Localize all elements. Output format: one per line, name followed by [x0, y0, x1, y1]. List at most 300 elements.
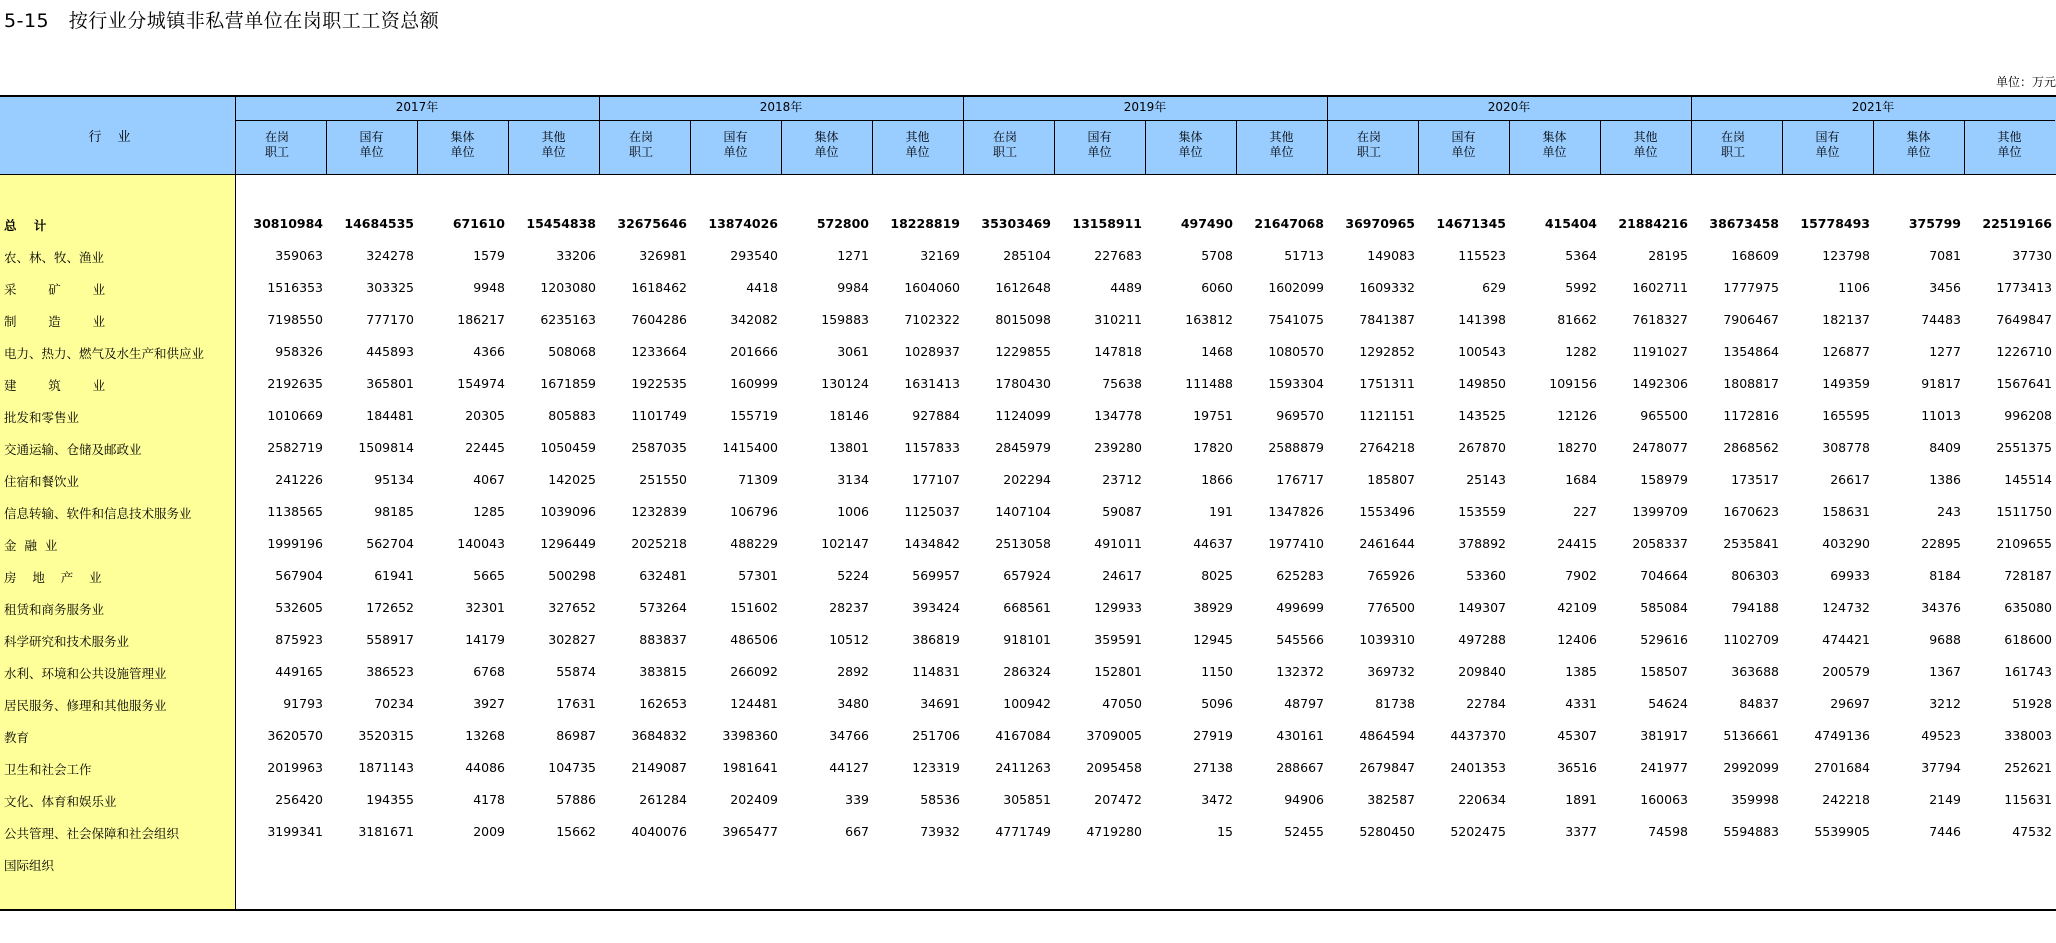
- row-label: 公共管理、社会保障和社会组织: [4, 826, 180, 841]
- table-cell: 2478077: [1632, 440, 1688, 455]
- table-cell: 59087: [1102, 504, 1142, 519]
- table-cell: 26617: [1830, 472, 1870, 487]
- row-label: 电力、热力、燃气及水生产和供应业: [4, 346, 205, 361]
- column-header-line: 职工: [993, 145, 1018, 159]
- table-cell: 98185: [374, 504, 414, 519]
- row-label: 租赁和商务服务业: [4, 602, 105, 617]
- table-row: [0, 527, 2056, 559]
- table-cell: 2868562: [1723, 440, 1779, 455]
- page-title: 5-15 按行业分城镇非私营单位在岗职工工资总额: [4, 10, 440, 32]
- table-cell: 1191027: [1632, 344, 1688, 359]
- table-cell: 3456: [1929, 280, 1961, 295]
- table-cell: 47532: [2012, 824, 2052, 839]
- table-cell: 4489: [1110, 280, 1142, 295]
- table-cell: 165595: [1822, 408, 1870, 423]
- table-row: [0, 399, 2056, 431]
- table-cell: 1602711: [1632, 280, 1688, 295]
- table-cell: 100942: [1003, 696, 1051, 711]
- table-cell: 18146: [829, 408, 869, 423]
- table-cell: 75638: [1102, 376, 1142, 391]
- column-header-line: 集体: [814, 130, 839, 144]
- table-cell: 27919: [1193, 728, 1233, 743]
- column-header-line: 单位: [1269, 145, 1294, 159]
- table-cell: 2992099: [1723, 760, 1779, 775]
- table-cell: 45307: [1557, 728, 1597, 743]
- table-cell: 17820: [1193, 440, 1233, 455]
- table-cell: 3927: [473, 696, 505, 711]
- table-cell: 486506: [730, 632, 778, 647]
- table-cell: 382587: [1367, 792, 1415, 807]
- table-cell: 141398: [1458, 312, 1506, 327]
- table-cell: 19751: [1193, 408, 1233, 423]
- column-header: [1054, 130, 1145, 160]
- table-cell: 1150: [1201, 664, 1233, 679]
- table-cell: 242218: [1822, 792, 1870, 807]
- table-cell: 7446: [1929, 824, 1961, 839]
- unit-label: 单位：万元: [1995, 75, 2056, 89]
- table-cell: 86987: [556, 728, 596, 743]
- table-cell: 28195: [1648, 248, 1688, 263]
- table-cell: 149359: [1822, 376, 1870, 391]
- table-cell: 1385: [1565, 664, 1597, 679]
- table-cell: 25143: [1466, 472, 1506, 487]
- table-cell: 14671345: [1436, 216, 1506, 231]
- table-cell: 251706: [912, 728, 960, 743]
- column-header: [1509, 130, 1600, 160]
- table-cell: 657924: [1003, 568, 1051, 583]
- table-cell: 6060: [1201, 280, 1233, 295]
- table-cell: 132372: [1276, 664, 1324, 679]
- table-cell: 28237: [829, 600, 869, 615]
- table-cell: 267870: [1458, 440, 1506, 455]
- row-label: 国际组织: [4, 858, 55, 873]
- table-cell: 241977: [1640, 760, 1688, 775]
- table-cell: 383815: [639, 664, 687, 679]
- column-header: [1873, 130, 1964, 160]
- column-header-line: 单位: [1997, 145, 2022, 159]
- table-cell: 22445: [465, 440, 505, 455]
- table-cell: 149850: [1458, 376, 1506, 391]
- table-cell: 359591: [1094, 632, 1142, 647]
- table-cell: 2019963: [267, 760, 323, 775]
- table-cell: 1203080: [540, 280, 596, 295]
- column-header-line: 单位: [814, 145, 839, 159]
- table-cell: 34376: [1921, 600, 1961, 615]
- table-cell: 1006: [837, 504, 869, 519]
- table-cell: 158507: [1640, 664, 1688, 679]
- table-cell: 1415400: [722, 440, 778, 455]
- column-header-line: 单位: [1087, 145, 1112, 159]
- table-cell: 200579: [1822, 664, 1870, 679]
- table-cell: 1492306: [1632, 376, 1688, 391]
- table-cell: 3199341: [267, 824, 323, 839]
- table-row: [0, 751, 2056, 783]
- table-cell: 1618462: [631, 280, 687, 295]
- table-cell: 38673458: [1709, 216, 1779, 231]
- table-cell: 162653: [639, 696, 687, 711]
- table-cell: 37794: [1921, 760, 1961, 775]
- table-cell: 241226: [275, 472, 323, 487]
- row-label: 科学研究和技术服务业: [4, 634, 130, 649]
- table-cell: 445893: [366, 344, 414, 359]
- table-cell: 1010669: [267, 408, 323, 423]
- table-cell: 1226710: [1996, 344, 2052, 359]
- table-cell: 569957: [912, 568, 960, 583]
- column-header-line: 单位: [541, 145, 566, 159]
- table-cell: 8409: [1929, 440, 1961, 455]
- table-cell: 42109: [1557, 600, 1597, 615]
- industry-header: 行业: [88, 129, 147, 145]
- column-header: [872, 130, 963, 160]
- row-label: 文化、体育和娱乐业: [4, 794, 117, 809]
- table-cell: 81662: [1557, 312, 1597, 327]
- table-cell: 1612648: [995, 280, 1051, 295]
- table-cell: 449165: [275, 664, 323, 679]
- header-bottom-border: [0, 174, 2056, 175]
- table-cell: 2149087: [631, 760, 687, 775]
- column-header-line: 集体: [1178, 130, 1203, 144]
- table-cell: 35303469: [981, 216, 1051, 231]
- column-header: [235, 130, 326, 160]
- table-cell: 106796: [730, 504, 778, 519]
- table-cell: 3134: [837, 472, 869, 487]
- table-cell: 415404: [1544, 216, 1597, 231]
- table-cell: 102147: [821, 536, 869, 551]
- table-cell: 338003: [2004, 728, 2052, 743]
- table-cell: 5280450: [1359, 824, 1415, 839]
- table-cell: 115523: [1458, 248, 1506, 263]
- column-header-line: 其他: [1633, 130, 1658, 144]
- table-cell: 499699: [1276, 600, 1324, 615]
- table-cell: 305851: [1003, 792, 1051, 807]
- table-cell: 6768: [473, 664, 505, 679]
- table-cell: 1593304: [1268, 376, 1324, 391]
- table-cell: 667: [845, 824, 869, 839]
- table-row: [0, 687, 2056, 719]
- column-header-line: 其他: [1269, 130, 1294, 144]
- table-cell: 74483: [1921, 312, 1961, 327]
- year-header: 2019年: [1123, 100, 1167, 114]
- table-cell: 239280: [1094, 440, 1142, 455]
- table-cell: 115631: [2004, 792, 2052, 807]
- column-header-line: 其他: [905, 130, 930, 144]
- table-cell: 1229855: [995, 344, 1051, 359]
- table-cell: 252621: [2004, 760, 2052, 775]
- table-cell: 4749136: [1814, 728, 1870, 743]
- table-cell: 4167084: [995, 728, 1051, 743]
- table-cell: 572800: [816, 216, 869, 231]
- table-cell: 497288: [1458, 632, 1506, 647]
- table-cell: 288667: [1276, 760, 1324, 775]
- table-row: [0, 271, 2056, 303]
- table-cell: 1609332: [1359, 280, 1415, 295]
- column-header-line: 单位: [1178, 145, 1203, 159]
- table-cell: 194355: [366, 792, 414, 807]
- table-cell: 151602: [730, 600, 778, 615]
- table-cell: 1468: [1201, 344, 1233, 359]
- column-header-line: 单位: [1542, 145, 1567, 159]
- table-cell: 529616: [1640, 632, 1688, 647]
- table-cell: 4437370: [1450, 728, 1506, 743]
- table-row: [0, 783, 2056, 815]
- row-label: 建 筑 业: [4, 378, 106, 393]
- table-cell: 149307: [1458, 600, 1506, 615]
- table-cell: 629: [1482, 280, 1506, 295]
- table-cell: 1277: [1929, 344, 1961, 359]
- table-cell: 44127: [829, 760, 869, 775]
- table-cell: 13268: [465, 728, 505, 743]
- column-header: [1782, 130, 1873, 160]
- column-header-line: 职工: [629, 145, 654, 159]
- table-cell: 777170: [366, 312, 414, 327]
- table-cell: 375799: [1908, 216, 1961, 231]
- table-cell: 23712: [1102, 472, 1142, 487]
- row-label: 批发和零售业: [4, 410, 80, 425]
- column-header-line: 国有: [1815, 130, 1840, 144]
- table-cell: 14684535: [344, 216, 414, 231]
- table-cell: 806303: [1731, 568, 1779, 583]
- table-cell: 158631: [1822, 504, 1870, 519]
- row-label: 交通运输、仓储及邮政业: [4, 442, 142, 457]
- table-cell: 13874026: [708, 216, 778, 231]
- table-cell: 3965477: [722, 824, 778, 839]
- table-cell: 2095458: [1086, 760, 1142, 775]
- table-cell: 1138565: [267, 504, 323, 519]
- table-cell: 8015098: [995, 312, 1051, 327]
- table-cell: 1285: [473, 504, 505, 519]
- table-cell: 1511750: [1996, 504, 2052, 519]
- table-cell: 1125037: [904, 504, 960, 519]
- table-cell: 1101749: [631, 408, 687, 423]
- table-cell: 5364: [1565, 248, 1597, 263]
- table-cell: 965500: [1640, 408, 1688, 423]
- table-cell: 625283: [1276, 568, 1324, 583]
- table-cell: 5539905: [1814, 824, 1870, 839]
- column-header-line: 国有: [1087, 130, 1112, 144]
- table-cell: 875923: [275, 632, 323, 647]
- table-cell: 48797: [1284, 696, 1324, 711]
- column-header-line: 单位: [905, 145, 930, 159]
- column-header-line: 单位: [1815, 145, 1840, 159]
- year-header: 2018年: [759, 100, 803, 114]
- table-cell: 37730: [2012, 248, 2052, 263]
- table-cell: 1354864: [1723, 344, 1779, 359]
- table-cell: 32169: [920, 248, 960, 263]
- table-cell: 13158911: [1072, 216, 1142, 231]
- table-cell: 4067: [473, 472, 505, 487]
- table-row: [0, 655, 2056, 687]
- table-cell: 310211: [1094, 312, 1142, 327]
- table-cell: 1039310: [1359, 632, 1415, 647]
- table-cell: 3620570: [267, 728, 323, 743]
- table-cell: 4418: [746, 280, 778, 295]
- table-cell: 381917: [1640, 728, 1688, 743]
- table-cell: 1028937: [904, 344, 960, 359]
- row-label: 农、林、牧、渔业: [4, 250, 105, 265]
- table-cell: 9688: [1929, 632, 1961, 647]
- table-cell: 53360: [1466, 568, 1506, 583]
- table-cell: 1773413: [1996, 280, 2052, 295]
- table-cell: 74598: [1648, 824, 1688, 839]
- table-cell: 4331: [1565, 696, 1597, 711]
- column-header: [1327, 130, 1418, 160]
- table-cell: 154974: [457, 376, 505, 391]
- table-cell: 3398360: [722, 728, 778, 743]
- table-cell: 342082: [730, 312, 778, 327]
- table-cell: 1671859: [540, 376, 596, 391]
- table-cell: 969570: [1276, 408, 1324, 423]
- table-cell: 17631: [556, 696, 596, 711]
- table-cell: 124481: [730, 696, 778, 711]
- table-cell: 5202475: [1450, 824, 1506, 839]
- column-header-line: 集体: [1542, 130, 1567, 144]
- table-cell: 2764218: [1359, 440, 1415, 455]
- table-cell: 9948: [473, 280, 505, 295]
- table-cell: 36970965: [1345, 216, 1415, 231]
- column-header: [326, 130, 417, 160]
- table-cell: 109156: [1549, 376, 1597, 391]
- table-cell: 13801: [829, 440, 869, 455]
- table-cell: 2192635: [267, 376, 323, 391]
- table-cell: 124732: [1822, 600, 1870, 615]
- table-cell: 114831: [912, 664, 960, 679]
- row-label: 教育: [4, 730, 30, 745]
- table-cell: 1282: [1565, 344, 1597, 359]
- table-cell: 71309: [738, 472, 778, 487]
- table-cell: 145514: [2004, 472, 2052, 487]
- table-row: [0, 495, 2056, 527]
- table-cell: 7541075: [1268, 312, 1324, 327]
- table-cell: 201666: [730, 344, 778, 359]
- table-cell: 251550: [639, 472, 687, 487]
- table-cell: 1172816: [1723, 408, 1779, 423]
- table-cell: 5224: [837, 568, 869, 583]
- table-cell: 54624: [1648, 696, 1688, 711]
- table-cell: 51713: [1284, 248, 1324, 263]
- table-cell: 776500: [1367, 600, 1415, 615]
- table-cell: 1999196: [267, 536, 323, 551]
- column-header-line: 集体: [1906, 130, 1931, 144]
- table-cell: 3377: [1565, 824, 1597, 839]
- table-cell: 18270: [1557, 440, 1597, 455]
- row-label: 金 融 业: [4, 538, 58, 553]
- table-cell: 160063: [1640, 792, 1688, 807]
- table-cell: 202294: [1003, 472, 1051, 487]
- table-cell: 1977410: [1268, 536, 1324, 551]
- table-cell: 261284: [639, 792, 687, 807]
- table-cell: 91793: [283, 696, 323, 711]
- column-header-line: 国有: [359, 130, 384, 144]
- table-cell: 153559: [1458, 504, 1506, 519]
- table-cell: 9984: [837, 280, 869, 295]
- table-cell: 1232839: [631, 504, 687, 519]
- table-cell: 7618327: [1632, 312, 1688, 327]
- table-cell: 209840: [1458, 664, 1506, 679]
- table-cell: 27138: [1193, 760, 1233, 775]
- column-header-line: 职工: [265, 145, 290, 159]
- table-cell: 12945: [1193, 632, 1233, 647]
- table-cell: 558917: [366, 632, 414, 647]
- row-label: 居民服务、修理和其他服务业: [4, 698, 167, 713]
- table-cell: 491011: [1094, 536, 1142, 551]
- table-cell: 7604286: [631, 312, 687, 327]
- table-cell: 293540: [730, 248, 778, 263]
- table-cell: 2411263: [995, 760, 1051, 775]
- table-cell: 5708: [1201, 248, 1233, 263]
- table-cell: 2025218: [631, 536, 687, 551]
- column-header-line: 单位: [450, 145, 475, 159]
- column-header-line: 单位: [359, 145, 384, 159]
- table-cell: 32675646: [617, 216, 687, 231]
- table-cell: 129933: [1094, 600, 1142, 615]
- table-cell: 3709005: [1086, 728, 1142, 743]
- table-cell: 4040076: [631, 824, 687, 839]
- table-cell: 4864594: [1359, 728, 1415, 743]
- table-cell: 8184: [1929, 568, 1961, 583]
- table-cell: 29697: [1830, 696, 1870, 711]
- table-cell: 140043: [457, 536, 505, 551]
- table-cell: 134778: [1094, 408, 1142, 423]
- table-cell: 326981: [639, 248, 687, 263]
- table-cell: 7102322: [904, 312, 960, 327]
- table-cell: 7198550: [267, 312, 323, 327]
- table-cell: 4178: [473, 792, 505, 807]
- table-cell: 168609: [1731, 248, 1779, 263]
- table-cell: 2009: [473, 824, 505, 839]
- column-header-line: 其他: [1997, 130, 2022, 144]
- table-cell: 57301: [738, 568, 778, 583]
- table-bottom-border: [0, 909, 2056, 911]
- column-header: [781, 130, 872, 160]
- year-header: 2017年: [395, 100, 439, 114]
- table-cell: 1080570: [1268, 344, 1324, 359]
- table-cell: 668561: [1003, 600, 1051, 615]
- table-cell: 2149: [1929, 792, 1961, 807]
- table-cell: 359063: [275, 248, 323, 263]
- table-cell: 5594883: [1723, 824, 1779, 839]
- table-cell: 12126: [1557, 408, 1597, 423]
- table-cell: 10512: [829, 632, 869, 647]
- table-top-border: [0, 95, 2056, 97]
- table-cell: 1157833: [904, 440, 960, 455]
- table-cell: 172652: [366, 600, 414, 615]
- row-label: 信息转输、软件和信息技术服务业: [4, 506, 192, 521]
- table-cell: 1386: [1929, 472, 1961, 487]
- table-cell: 1292852: [1359, 344, 1415, 359]
- table-cell: 302827: [548, 632, 596, 647]
- table-cell: 47050: [1102, 696, 1142, 711]
- table-cell: 805883: [548, 408, 596, 423]
- table-cell: 21884216: [1618, 216, 1688, 231]
- table-cell: 1602099: [1268, 280, 1324, 295]
- table-cell: 158979: [1640, 472, 1688, 487]
- table-cell: 369732: [1367, 664, 1415, 679]
- column-header-line: 国有: [723, 130, 748, 144]
- table-cell: 1407104: [995, 504, 1051, 519]
- table-cell: 958326: [275, 344, 323, 359]
- table-cell: 15778493: [1800, 216, 1870, 231]
- table-cell: 15662: [556, 824, 596, 839]
- table-cell: 57886: [556, 792, 596, 807]
- table-cell: 532605: [275, 600, 323, 615]
- table-cell: 1271: [837, 248, 869, 263]
- table-cell: 1553496: [1359, 504, 1415, 519]
- table-cell: 1579: [473, 248, 505, 263]
- table-cell: 256420: [275, 792, 323, 807]
- table-cell: 286324: [1003, 664, 1051, 679]
- row-label: 水利、环境和公共设施管理业: [4, 666, 167, 681]
- table-cell: 32301: [465, 600, 505, 615]
